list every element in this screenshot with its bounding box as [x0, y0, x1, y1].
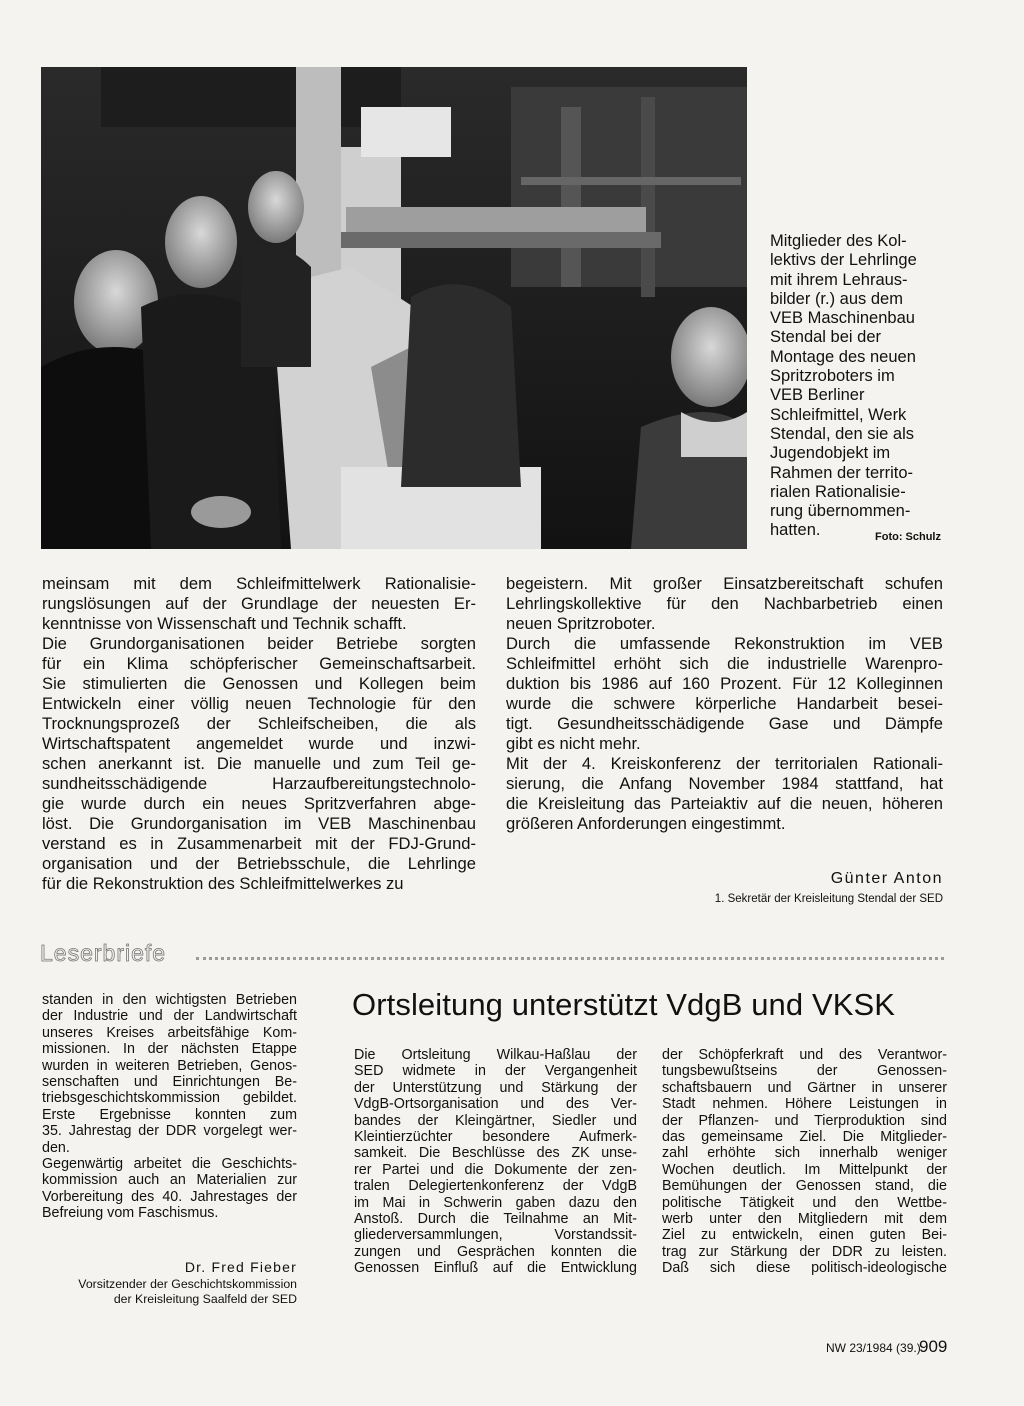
rubric-divider [196, 957, 944, 960]
text-line: senschaften und Einrichtungen Be- [42, 1074, 297, 1091]
text-line: kommission auch an Materialien zur [42, 1172, 297, 1189]
text-line: rialen Rationalisie- [770, 482, 906, 501]
text-line: Wirtschaftspatent angemeldet wurde und inzwi- [42, 734, 476, 753]
text-line: Befreiung vom Faschismus. [42, 1205, 219, 1222]
text-line: schaftsbauern und Gärtner in unserer [662, 1079, 947, 1096]
text-line: Kleintierzüchter besondere Aufmerk- [354, 1129, 637, 1146]
text-line: der Pflanzen- und Tierproduktion sind [662, 1112, 947, 1129]
text-line: löst. Die Grundorganisation im VEB Maschinenbau [42, 814, 476, 833]
text-line: Stendal bei der [770, 328, 881, 347]
text-line: gibt es nicht mehr. [506, 734, 641, 753]
article-author-title: 1. Sekretär der Kreisleitung Stendal der SED [714, 893, 943, 905]
workshop-photo [41, 67, 747, 549]
text-line: Anstoß. Durch die Teilnahme an Mit- [354, 1211, 637, 1228]
text-line: Genossen Einfluß auf die Entwicklung [354, 1260, 637, 1277]
text-line: rung übernommen- [770, 502, 911, 521]
text-line: gie wurde durch ein neues Spritzverfahren abge- [42, 794, 476, 813]
article-author: Günter Anton [830, 870, 943, 887]
letter2-column-1 [354, 1047, 637, 1277]
text-line: der Industrie und der Landwirtschaft [42, 1008, 297, 1025]
text-line: Stendal, den sie als [770, 424, 915, 443]
text-line: Mit der 4. Kreiskonferenz der territorialen Rationali- [506, 754, 943, 773]
text-line: VEB Berliner [770, 386, 865, 405]
text-line: die Kreisleitung das Parteiaktiv auf die neuen, höheren [506, 794, 943, 813]
text-line: Rahmen der territo- [770, 463, 914, 482]
text-line: Montage des neuen [770, 347, 916, 366]
text-line: Bemühungen der Genossen stand, die [662, 1178, 947, 1195]
text-line: bandes der Kleingärtner, Siedler und [354, 1112, 637, 1129]
text-line: Durch die umfassende Rekonstruktion im VEB [506, 634, 943, 653]
text-line: SED widmete in der Vergangenheit [354, 1063, 637, 1080]
text-line: der Schöpferkraft und des Verantwor- [662, 1047, 947, 1063]
text-line: tralen Delegiertenkonferenz der VdgB [354, 1178, 637, 1195]
photo-caption [770, 232, 950, 541]
photo-credit: Foto: Schulz [875, 531, 941, 543]
text-line: Entwickeln einer völlig neuen Technologie für den [42, 694, 476, 713]
text-line: mit ihrem Lehraus- [770, 270, 908, 289]
text-line: politische Tätigkeit und den Wettbe- [662, 1194, 947, 1211]
text-line: Stadt nehmen. Höhere Leistungen in [662, 1096, 947, 1113]
text-line: sierung, die Anfang November 1984 stattfand, hat [506, 774, 943, 793]
text-line: 35. Jahrestag der DDR vorgelegt wer- [42, 1123, 297, 1140]
signer-title-line: der Kreisleitung Saalfeld der SED [113, 1292, 297, 1306]
text-line: das gemeinsame Ziel. Die Mitglieder- [662, 1129, 947, 1146]
text-line: Vorbereitung des 40. Jahrestages der [42, 1188, 297, 1205]
page-number: 909 [919, 1337, 948, 1356]
text-line: Schleifmittel erhöht sich die industrielle Warenpro- [506, 654, 943, 673]
text-line: lektivs der Lehrlinge [770, 251, 917, 270]
text-line: Trocknungsprozeß der Schleifscheiben, die als [42, 714, 476, 733]
text-line: wurde die schwere körperliche Handarbeit besei- [506, 694, 943, 713]
text-line: verstand es in Zusammenarbeit mit der FDJ-Grund- [42, 834, 476, 853]
text-line: unseres Kreises arbeitsfähige Kom- [42, 1024, 297, 1041]
text-line: triebsgeschichtskommission gebildet. [42, 1090, 297, 1107]
text-line: duktion bis 1986 auf 160 Prozent. Für 12 Kolleginnen [506, 674, 943, 693]
text-line: meinsam mit dem Schleifmittelwerk Rationalisie- [42, 574, 476, 593]
text-line: begeistern. Mit großer Einsatzbereitschaft schufen [506, 574, 943, 593]
section-rubric: Leserbriefe [40, 940, 167, 966]
article-column-1 [42, 574, 476, 894]
text-line: im Mai in Schwerin gaben dazu den [354, 1194, 637, 1211]
letter-signer-title [42, 1277, 297, 1307]
text-line: samkeit. Die Beschlüsse des ZK unse- [354, 1145, 637, 1162]
article-column-2 [506, 574, 943, 834]
text-line: zahl erhöhte sich innerhalb weniger [662, 1145, 947, 1162]
text-line: Ziel zu entwickeln, einen guten Bei- [662, 1227, 947, 1244]
signer-title-line: Vorsitzender der Geschichtskommission [78, 1277, 297, 1291]
text-line: neuen Spritzroboter. [506, 614, 656, 633]
text-line: hatten. [770, 521, 821, 540]
text-line: Daß sich diese politisch-ideologische [662, 1260, 947, 1277]
letter-column [42, 992, 297, 1222]
text-line: gliederversammlungen, Vorstandssit- [354, 1227, 637, 1244]
text-line: wurden in weiteren Betrieben, Genos- [42, 1057, 297, 1074]
text-line: den. [42, 1139, 70, 1156]
text-line: Die Ortsleitung Wilkau-Haßlau der [354, 1047, 637, 1063]
text-line: werb unter den Mitgliedern mit dem [662, 1211, 947, 1228]
text-line: Gegenwärtig arbeitet die Geschichts- [42, 1156, 297, 1173]
text-line: VEB Maschinenbau [770, 309, 915, 328]
text-line: zungen und Gesprächen konnten die [354, 1243, 637, 1260]
letter-headline: Ortsleitung unterstützt VdgB und VKSK [352, 987, 896, 1022]
text-line: VdgB-Ortsorganisation und des Ver- [354, 1096, 637, 1113]
text-line: sundheitsschädigende Harzaufbereitungstechnolo- [42, 774, 476, 793]
text-line: standen in den wichtigsten Betrieben [42, 992, 297, 1008]
text-line: rungslösungen auf der Grundlage der neuesten Er- [42, 594, 476, 613]
text-line: schen anerkannt ist. Die manuelle und zum Teil ge- [42, 754, 476, 773]
text-line: rer Partei und die Dokumente der zen- [354, 1161, 637, 1178]
text-line: Mitglieder des Kol- [770, 232, 907, 250]
text-line: missionen. In der nächsten Etappe [42, 1041, 297, 1058]
text-line: Erste Ergebnisse konnten zum [42, 1106, 297, 1123]
text-line: für ein Klima schöpferischer Gemeinschaftsarbeit. [42, 654, 476, 673]
issue-number: NW 23/1984 (39.) [826, 1341, 921, 1355]
text-line: für die Rekonstruktion des Schleifmittelwerkes zu [42, 874, 404, 893]
letter2-column-2 [662, 1047, 947, 1277]
text-line: Spritzroboters im [770, 367, 895, 386]
text-line: kenntnisse von Wissenschaft und Technik schafft. [42, 614, 407, 633]
text-line: Die Grundorganisationen beider Betriebe sorgten [42, 634, 476, 653]
text-line: Schleifmittel, Werk [770, 405, 907, 424]
text-line: Jugendobjekt im [770, 444, 891, 463]
text-line: tigt. Gesundheitsschädigende Gase und Dämpfe [506, 714, 943, 733]
letter-signer: Dr. Fred Fieber [184, 1259, 297, 1275]
text-line: Sie stimulierten die Genossen und Kollegen beim [42, 674, 476, 693]
text-line: größeren Anforderungen eingestimmt. [506, 814, 786, 833]
text-line: der Unterstützung und Stärkung der [354, 1079, 637, 1096]
text-line: trag zur Stärkung der DDR zu leisten. [662, 1243, 947, 1260]
text-line: Wochen deutlich. Im Mittelpunkt der [662, 1161, 947, 1178]
text-line: Lehrlingskollektive für den Nachbarbetrieb einen [506, 594, 943, 613]
text-line: organisation und der Betriebsschule, die Lehrlinge [42, 854, 476, 873]
text-line: bilder (r.) aus dem [770, 289, 903, 308]
text-line: tungsbewußtseins der Genossen- [662, 1063, 947, 1080]
